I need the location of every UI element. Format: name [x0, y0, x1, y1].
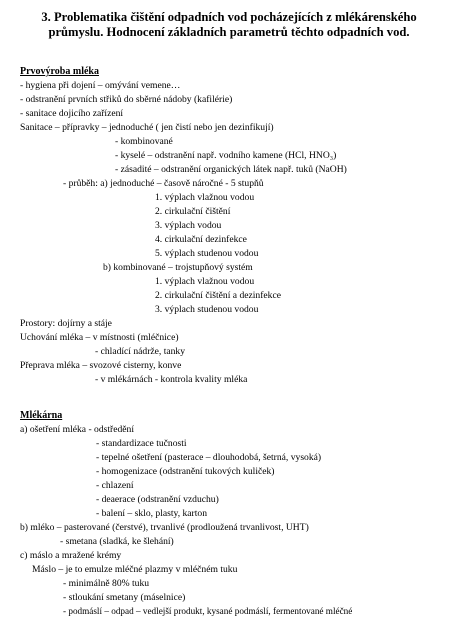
text-line: - balení – sklo, plasty, karton [96, 508, 208, 519]
text-line: Přeprava mléka – svozové cisterny, konve [20, 360, 182, 371]
text-line: b) mléko – pasterované (čerstvé), trvanlivé (prodloužená trvanlivost, UHT) [20, 522, 309, 533]
text-line: a) ošetření mléka - odstředění [20, 424, 135, 435]
text-line: - smetana (sladká, ke šlehání) [60, 536, 174, 547]
text-line: - kyselé – odstranění např. vodního kamene (HCl, HNO₃) [115, 150, 337, 161]
list-item: 5. výplach studenou vodou [155, 248, 259, 259]
list-item: 4. cirkulační dezinfekce [155, 234, 247, 245]
document-title-line-1: 3. Problematika čištění odpadních vod pocházejících z mlékárenského [41, 10, 417, 24]
text-line: Uchování mléka – v místnosti (mléčnice) [20, 332, 179, 343]
text-line: - sanitace dojicího zařízení [20, 108, 124, 119]
list-item: 1. výplach vlažnou vodou [155, 192, 255, 203]
list-item: 3. výplach vodou [155, 220, 222, 231]
text-line: - minimálně 80% tuku [63, 578, 150, 589]
text-line: - podmáslí – odpad – vedlejší produkt, kysané podmáslí, fermentované mléčné [63, 606, 353, 616]
text-line: - chladící nádrže, tanky [95, 346, 186, 357]
section-heading-mlekarna: Mlékárna [20, 410, 63, 421]
text-line: - chlazení [96, 480, 134, 491]
text-line: Prostory: dojírny a stáje [20, 318, 112, 329]
text-line: - průběh: a) jednoduché – časově náročné - 5 stupňů [63, 178, 264, 189]
text-line: - v mlékárnách - kontrola kvality mléka [95, 374, 248, 385]
text-line: c) máslo a mražené krémy [20, 550, 122, 561]
list-item: 2. cirkulační čištění [155, 206, 231, 217]
text-line: b) kombinované – trojstupňový systém [103, 262, 253, 273]
text-line: - deaerace (odstranění vzduchu) [96, 494, 219, 505]
text-line: - tepelné ošetření (pasterace – dlouhodobá, šetrná, vysoká) [96, 452, 322, 463]
text-line: - hygiena při dojení – omývání vemene… [20, 80, 181, 91]
document-title-line-2: průmyslu. Hodnocení základních parametrů těchto odpadních vod. [48, 25, 410, 39]
list-item: 1. výplach vlažnou vodou [155, 276, 255, 287]
text-line: - stloukání smetany (máselnice) [63, 592, 186, 603]
text-line: - standardizace tučnosti [96, 438, 187, 449]
section-heading-prvovyroba: Prvovýroba mléka [20, 66, 99, 77]
text-line: - homogenizace (odstranění tukových kuliček) [96, 466, 275, 477]
list-item: 2. cirkulační čištění a dezinfekce [155, 290, 281, 301]
text-line: Sanitace – přípravky – jednoduché ( jen čistí nebo jen dezinfikují) [20, 122, 274, 133]
text-line: - kombinované [115, 136, 173, 147]
text-line: - odstranění prvních střiků do sběrné nádoby (kafilérie) [20, 94, 233, 105]
text-line: - zásadité – odstranění organických látek např. tuků (NaOH) [115, 164, 347, 175]
list-item: 3. výplach studenou vodou [155, 304, 259, 315]
text-line: Máslo – je to emulze mléčné plazmy v mléčném tuku [32, 564, 238, 575]
